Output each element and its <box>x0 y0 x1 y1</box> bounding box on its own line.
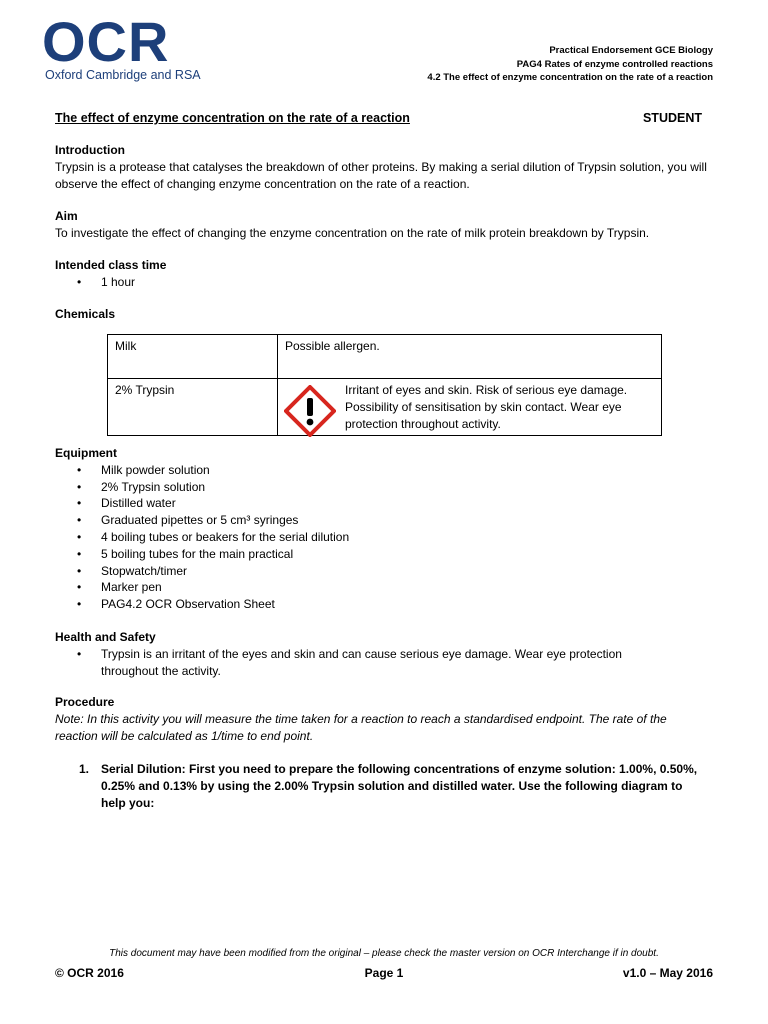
title-row <box>55 111 702 125</box>
list-item: • Graduated pipettes or 5 cm³ syringes <box>55 512 708 529</box>
class-time-item: • 1 hour <box>55 274 708 291</box>
equipment-heading: Equipment <box>55 446 117 460</box>
header-line-1: Practical Endorsement GCE Biology <box>549 45 713 56</box>
chemical-hazard-cell <box>278 379 662 436</box>
chemicals-heading: Chemicals <box>55 307 116 321</box>
list-item: • 5 boiling tubes for the main practical <box>55 546 708 563</box>
list-item: • PAG4.2 OCR Observation Sheet <box>55 596 708 613</box>
table-row <box>108 335 662 379</box>
document-title: The effect of enzyme concentration on the rate of a reaction <box>55 111 410 125</box>
footer-note: This document may have been modified from the original – please check the master version on OCR Interchange if in doubt. <box>109 948 659 959</box>
chemicals-section <box>55 306 708 323</box>
procedure-step <box>55 761 708 811</box>
ocr-logo <box>42 10 202 82</box>
chemical-name: 2% Trypsin <box>108 379 278 436</box>
introduction-heading: Introduction <box>55 143 125 157</box>
chemical-name: Milk <box>108 335 278 379</box>
logo-mark: OCR <box>42 10 170 73</box>
list-item: • Stopwatch/timer <box>55 563 708 580</box>
list-item: • 2% Trypsin solution <box>55 479 708 496</box>
class-time-heading: Intended class time <box>55 258 167 272</box>
introduction-text: Trypsin is a protease that catalyses the breakdown of other proteins. By making a serial dilution of Trypsin solution, you will observe the effect of changing enzyme concentration on the rate of a reaction. <box>55 159 707 191</box>
list-item: • Milk powder solution <box>55 462 708 479</box>
chemical-hazard: Possible allergen. <box>278 335 662 379</box>
header-line-3: 4.2 The effect of enzyme concentration on the rate of a reaction <box>427 72 713 83</box>
aim-heading: Aim <box>55 209 78 223</box>
health-safety-section <box>55 629 708 679</box>
footer-version: v1.0 – May 2016 <box>622 966 713 980</box>
class-time-section <box>55 257 708 291</box>
audience-label: STUDENT <box>642 111 702 125</box>
aim-section <box>55 208 708 242</box>
list-item: • Distilled water <box>55 495 708 512</box>
procedure-heading: Procedure <box>55 695 115 709</box>
footer-page: Page 1 <box>364 966 404 980</box>
introduction-section <box>55 142 708 192</box>
list-item: • Trypsin is an irritant of the eyes and skin and can cause serious eye damage. Wear eye protection throughout the activity. <box>55 646 708 680</box>
footer <box>55 966 713 980</box>
list-item: • 4 boiling tubes or beakers for the serial dilution <box>55 529 708 546</box>
chemicals-table <box>107 334 662 436</box>
aim-text: To investigate the effect of changing the enzyme concentration on the rate of milk protein breakdown by Trypsin. <box>55 225 650 240</box>
footer-copyright: © OCR 2016 <box>55 966 124 980</box>
table-row <box>108 379 662 436</box>
step-text: Serial Dilution: First you need to prepare the following concentrations of enzyme solution: 1.00%, 0.50%, 0.25% and 0.13% by using the 2.00% Trypsin solution and distilled water. Use the following diagram to help you: <box>101 762 698 810</box>
logo-subtitle: Oxford Cambridge and RSA <box>45 68 201 82</box>
step-number: 1. <box>79 762 90 777</box>
document-header <box>427 44 713 85</box>
hazard-exclamation-icon <box>284 385 336 437</box>
chemical-hazard: Irritant of eyes and skin. Risk of serious eye damage. Possibility of sensitisation by skin contact. Wear eye protection throughout activity. <box>345 383 628 431</box>
procedure-section <box>55 694 708 812</box>
header-line-2: PAG4 Rates of enzyme controlled reactions <box>516 58 713 70</box>
equipment-section <box>55 445 708 613</box>
health-safety-heading: Health and Safety <box>55 630 156 644</box>
list-item: • Marker pen <box>55 579 708 596</box>
procedure-note: Note: In this activity you will measure the time taken for a reaction to reach a standardised endpoint. The rate of the reaction will be calculated as 1/time to end point. <box>55 711 667 743</box>
